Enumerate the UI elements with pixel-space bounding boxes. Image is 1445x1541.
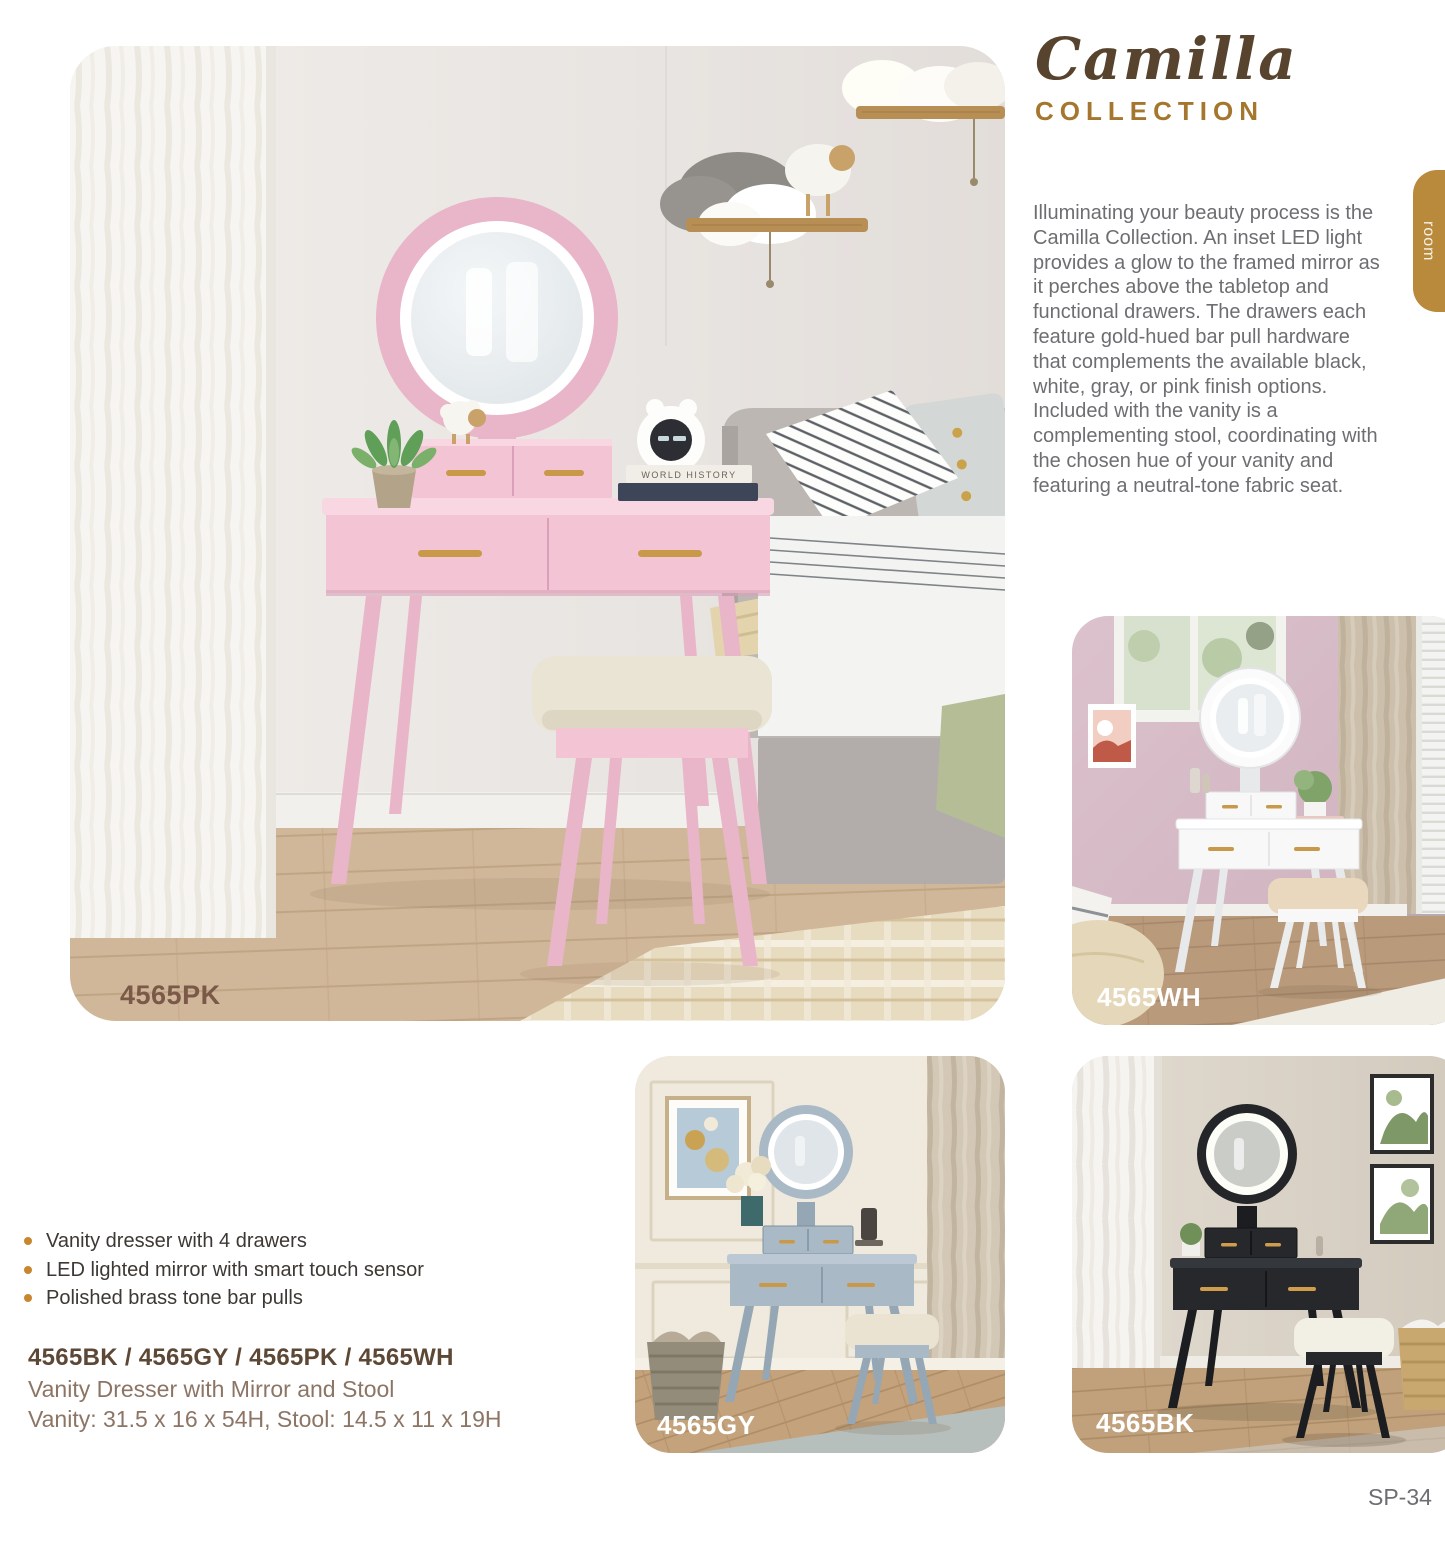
white-curtain — [1072, 1056, 1162, 1418]
product-codes: 4565BK / 4565GY / 4565PK / 4565WH — [28, 1344, 454, 1371]
pink-vanity-scene — [70, 46, 1005, 1021]
laundry-basket — [1398, 1319, 1445, 1410]
drawer-pull — [638, 550, 702, 557]
feature-item — [22, 1230, 424, 1253]
product-info-block — [28, 1344, 501, 1433]
book-title: WORLD HISTORY — [641, 470, 737, 480]
product-image-black-vanity — [1072, 1056, 1445, 1453]
bullet-icon — [24, 1266, 32, 1274]
white-vanity-scene — [1072, 616, 1445, 1025]
bullet-icon — [24, 1237, 32, 1245]
feature-text: Polished brass tone bar pulls — [46, 1287, 303, 1309]
black-vanity-scene — [1072, 1056, 1445, 1453]
brand-block — [1035, 25, 1298, 127]
section-tab-label: room — [1420, 220, 1437, 262]
feature-item — [22, 1259, 424, 1282]
collection-title: Camilla — [1035, 25, 1298, 93]
feature-text: LED lighted mirror with smart touch sensor — [46, 1258, 424, 1281]
bullet-icon — [24, 1294, 32, 1302]
product-code-label: 4565PK — [120, 980, 221, 1010]
mirror-glass — [1214, 1121, 1280, 1187]
feature-item — [22, 1287, 424, 1310]
drawer-pull — [544, 470, 584, 476]
alarm-clock — [637, 399, 705, 474]
feature-list — [22, 1230, 424, 1316]
product-image-gray-vanity — [635, 1056, 1005, 1453]
product-image-white-vanity — [1072, 616, 1445, 1025]
product-name: Vanity Dresser with Mirror and Stool — [28, 1376, 395, 1402]
feature-text: Vanity dresser with 4 drawers — [46, 1230, 307, 1252]
storage-basket — [647, 1331, 725, 1420]
drawer-pull — [418, 550, 482, 557]
beige-curtain — [927, 1056, 1005, 1394]
wall-art-frame — [1088, 704, 1136, 768]
product-dimensions: Vanity: 31.5 x 16 x 54H, Stool: 14.5 x 11 x 19H — [28, 1406, 502, 1432]
gray-vanity-scene — [635, 1056, 1005, 1453]
product-code-label: 4565BK — [1096, 1408, 1195, 1438]
mirror-glass — [411, 232, 583, 404]
collection-description: Illuminating your beauty process is the Camilla Collection. An inset LED light provides a glow to the framed mirror as it perches above the tabletop and functional drawers. The drawers each feature gold-hued bar pull hardware that complements the available black, white, gray, or pink finish options. Included with the vanity is a complementing stool, coordinating with the chosen hue of your vanity and featuring a neutral-tone fabric seat. — [1033, 202, 1380, 497]
product-code-label: 4565GY — [657, 1410, 756, 1440]
drawer-pull — [446, 470, 486, 476]
white-curtain — [70, 46, 276, 938]
main-product-image-pink-vanity — [70, 46, 1005, 1021]
bedroom-section-tab — [1413, 170, 1445, 312]
mirror-glass — [1216, 684, 1284, 752]
page-number: SP-34 — [1368, 1484, 1432, 1510]
book-stack — [618, 465, 758, 501]
product-code-label: 4565WH — [1097, 982, 1202, 1012]
mirror-glass — [774, 1120, 838, 1184]
collection-subtitle: COLLECTION — [1035, 96, 1264, 126]
